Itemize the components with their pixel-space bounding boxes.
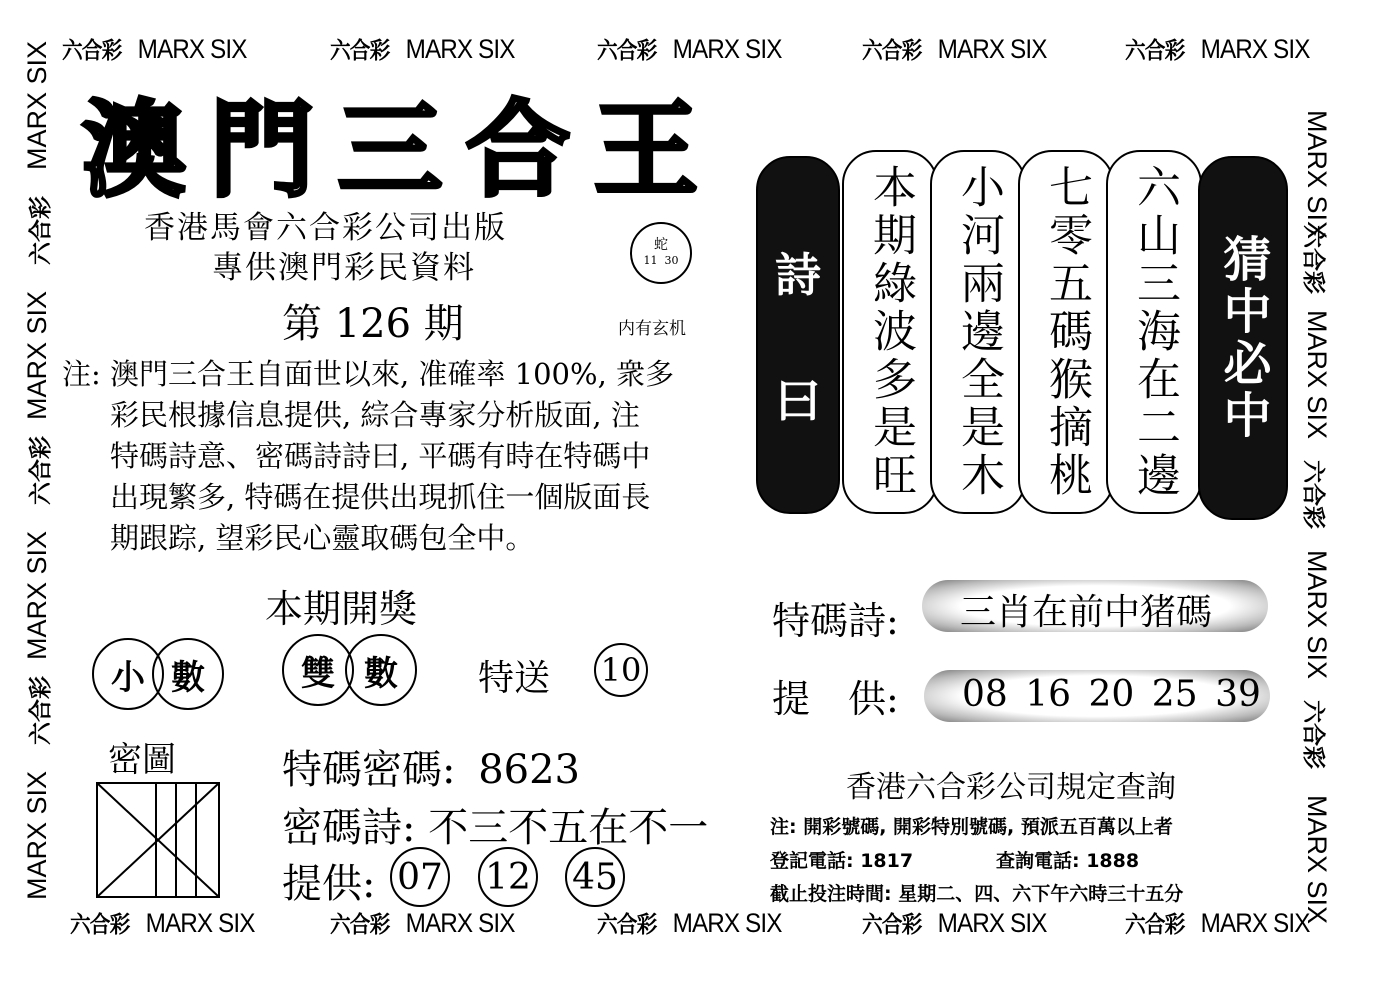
query-note: 注: 開彩號碼, 開彩特別號碼, 預派五百萬以上者	[770, 816, 1173, 838]
watermark-right-5: MARX SIX	[1302, 550, 1332, 680]
secret-provide-label: 提供:	[282, 861, 376, 907]
publisher-line-1: 香港馬會六合彩公司出版	[144, 210, 507, 246]
watermark-right-3: MARX SIX	[1302, 310, 1332, 440]
watermark-left-6: 六合彩	[28, 676, 54, 745]
watermark-top-3: 六合彩 MARX SIX	[597, 34, 782, 64]
note-line: 澳門三合王自面世以來, 准確率 100%, 衆多	[110, 357, 674, 391]
secret-code-row	[282, 738, 580, 795]
draw-heading: 本期開獎	[265, 587, 418, 631]
secret-code-value: 8623	[478, 747, 580, 793]
poem-column-1: 本期綠波多是旺	[842, 150, 938, 514]
watermark-left-1: MARX SIX	[22, 40, 52, 170]
watermark-right-6: 六合彩	[1300, 700, 1326, 769]
note-body	[110, 354, 690, 559]
watermark-left-5: MARX SIX	[22, 530, 52, 660]
secret-number: 07	[390, 847, 450, 907]
note-line: 出現繁多, 特碼在提供出現抓住一個版面長	[110, 480, 651, 514]
publisher-line-2: 專供澳門彩民資料	[212, 250, 476, 286]
hint-text: 内有玄机	[618, 319, 686, 339]
poem-shi: 詩	[775, 248, 821, 302]
special-send-label: 特送	[478, 658, 551, 699]
draw-b1: 雙	[282, 634, 354, 706]
provide-label: 提 供:	[772, 677, 899, 721]
special-send-number: 10	[594, 643, 648, 697]
poem-column-3: 七零五碼猴摘桃	[1018, 150, 1114, 514]
watermark-top-1: 六合彩 MARX SIX	[62, 34, 247, 64]
watermark-left-7: MARX SIX	[22, 770, 52, 900]
note-line: 彩民根據信息提供, 綜合專家分析版面, 注	[110, 398, 640, 432]
poem-scroll-header	[756, 156, 840, 514]
secret-number: 12	[478, 847, 538, 907]
watermark-top-5: 六合彩 MARX SIX	[1125, 34, 1310, 64]
secret-poem-row	[282, 796, 708, 853]
poem-banner: 猜中必中	[1198, 156, 1288, 520]
draw-b2: 數	[345, 634, 417, 706]
secret-chart-label: 密圖	[108, 740, 176, 780]
watermark-bottom-2: 六合彩 MARX SIX	[330, 908, 515, 938]
query-phone: 查詢電話: 1888	[996, 850, 1140, 872]
watermark-left-2: 六合彩	[28, 196, 54, 265]
watermark-left-4: 六合彩	[28, 436, 54, 505]
secret-code-label: 特碼密碼:	[282, 747, 456, 793]
secret-number: 45	[565, 847, 625, 907]
note-lead: 注:	[62, 357, 101, 391]
zodiac-animal: 蛇	[654, 237, 668, 253]
watermark-top-2: 六合彩 MARX SIX	[330, 34, 515, 64]
watermark-top-4: 六合彩 MARX SIX	[862, 34, 1047, 64]
watermark-right-1: MARX SIX	[1302, 110, 1332, 240]
zodiac-badge	[630, 222, 692, 284]
special-poem-label: 特碼詩:	[772, 599, 899, 643]
poem-column-2: 小河兩邊全是木	[930, 150, 1026, 514]
watermark-right-4: 六合彩	[1300, 460, 1326, 529]
secret-poem-label: 密碼詩:	[282, 805, 416, 851]
issue-number: 第 126 期	[282, 301, 464, 347]
provide-numbers: 08 16 20 25 39	[962, 674, 1261, 715]
watermark-bottom-5: 六合彩 MARX SIX	[1125, 908, 1310, 938]
zodiac-numbers: 11 30	[643, 254, 679, 267]
draw-a1: 小	[92, 638, 164, 710]
watermark-bottom-3: 六合彩 MARX SIX	[597, 908, 782, 938]
secret-chart-grid	[96, 782, 220, 898]
watermark-right-2: 六合彩	[1300, 225, 1326, 294]
page-title: 澳門三合王	[82, 88, 723, 211]
query-register: 登記電話: 1817	[770, 850, 914, 872]
watermark-bottom-4: 六合彩 MARX SIX	[862, 908, 1047, 938]
watermark-bottom-1: 六合彩 MARX SIX	[70, 908, 255, 938]
query-deadline: 截止投注時間: 星期二、四、六下午六時三十五分	[770, 883, 1184, 905]
watermark-left-3: MARX SIX	[22, 290, 52, 420]
note-line: 特碼詩意、密碼詩詩曰, 平碼有時在特碼中	[110, 439, 651, 473]
draw-a2: 數	[152, 638, 224, 710]
special-poem-text: 三肖在前中猪碼	[960, 592, 1213, 633]
query-heading: 香港六合彩公司規定查詢	[846, 770, 1176, 805]
secret-poem-text: 不三不五在不一	[428, 805, 709, 851]
poem-column-4: 六山三海在二邊	[1106, 150, 1202, 514]
poem-yue: 曰	[775, 374, 821, 428]
note-line: 期跟踪, 望彩民心靈取碼包全中。	[110, 521, 535, 555]
watermark-right-7: MARX SIX	[1302, 795, 1332, 925]
